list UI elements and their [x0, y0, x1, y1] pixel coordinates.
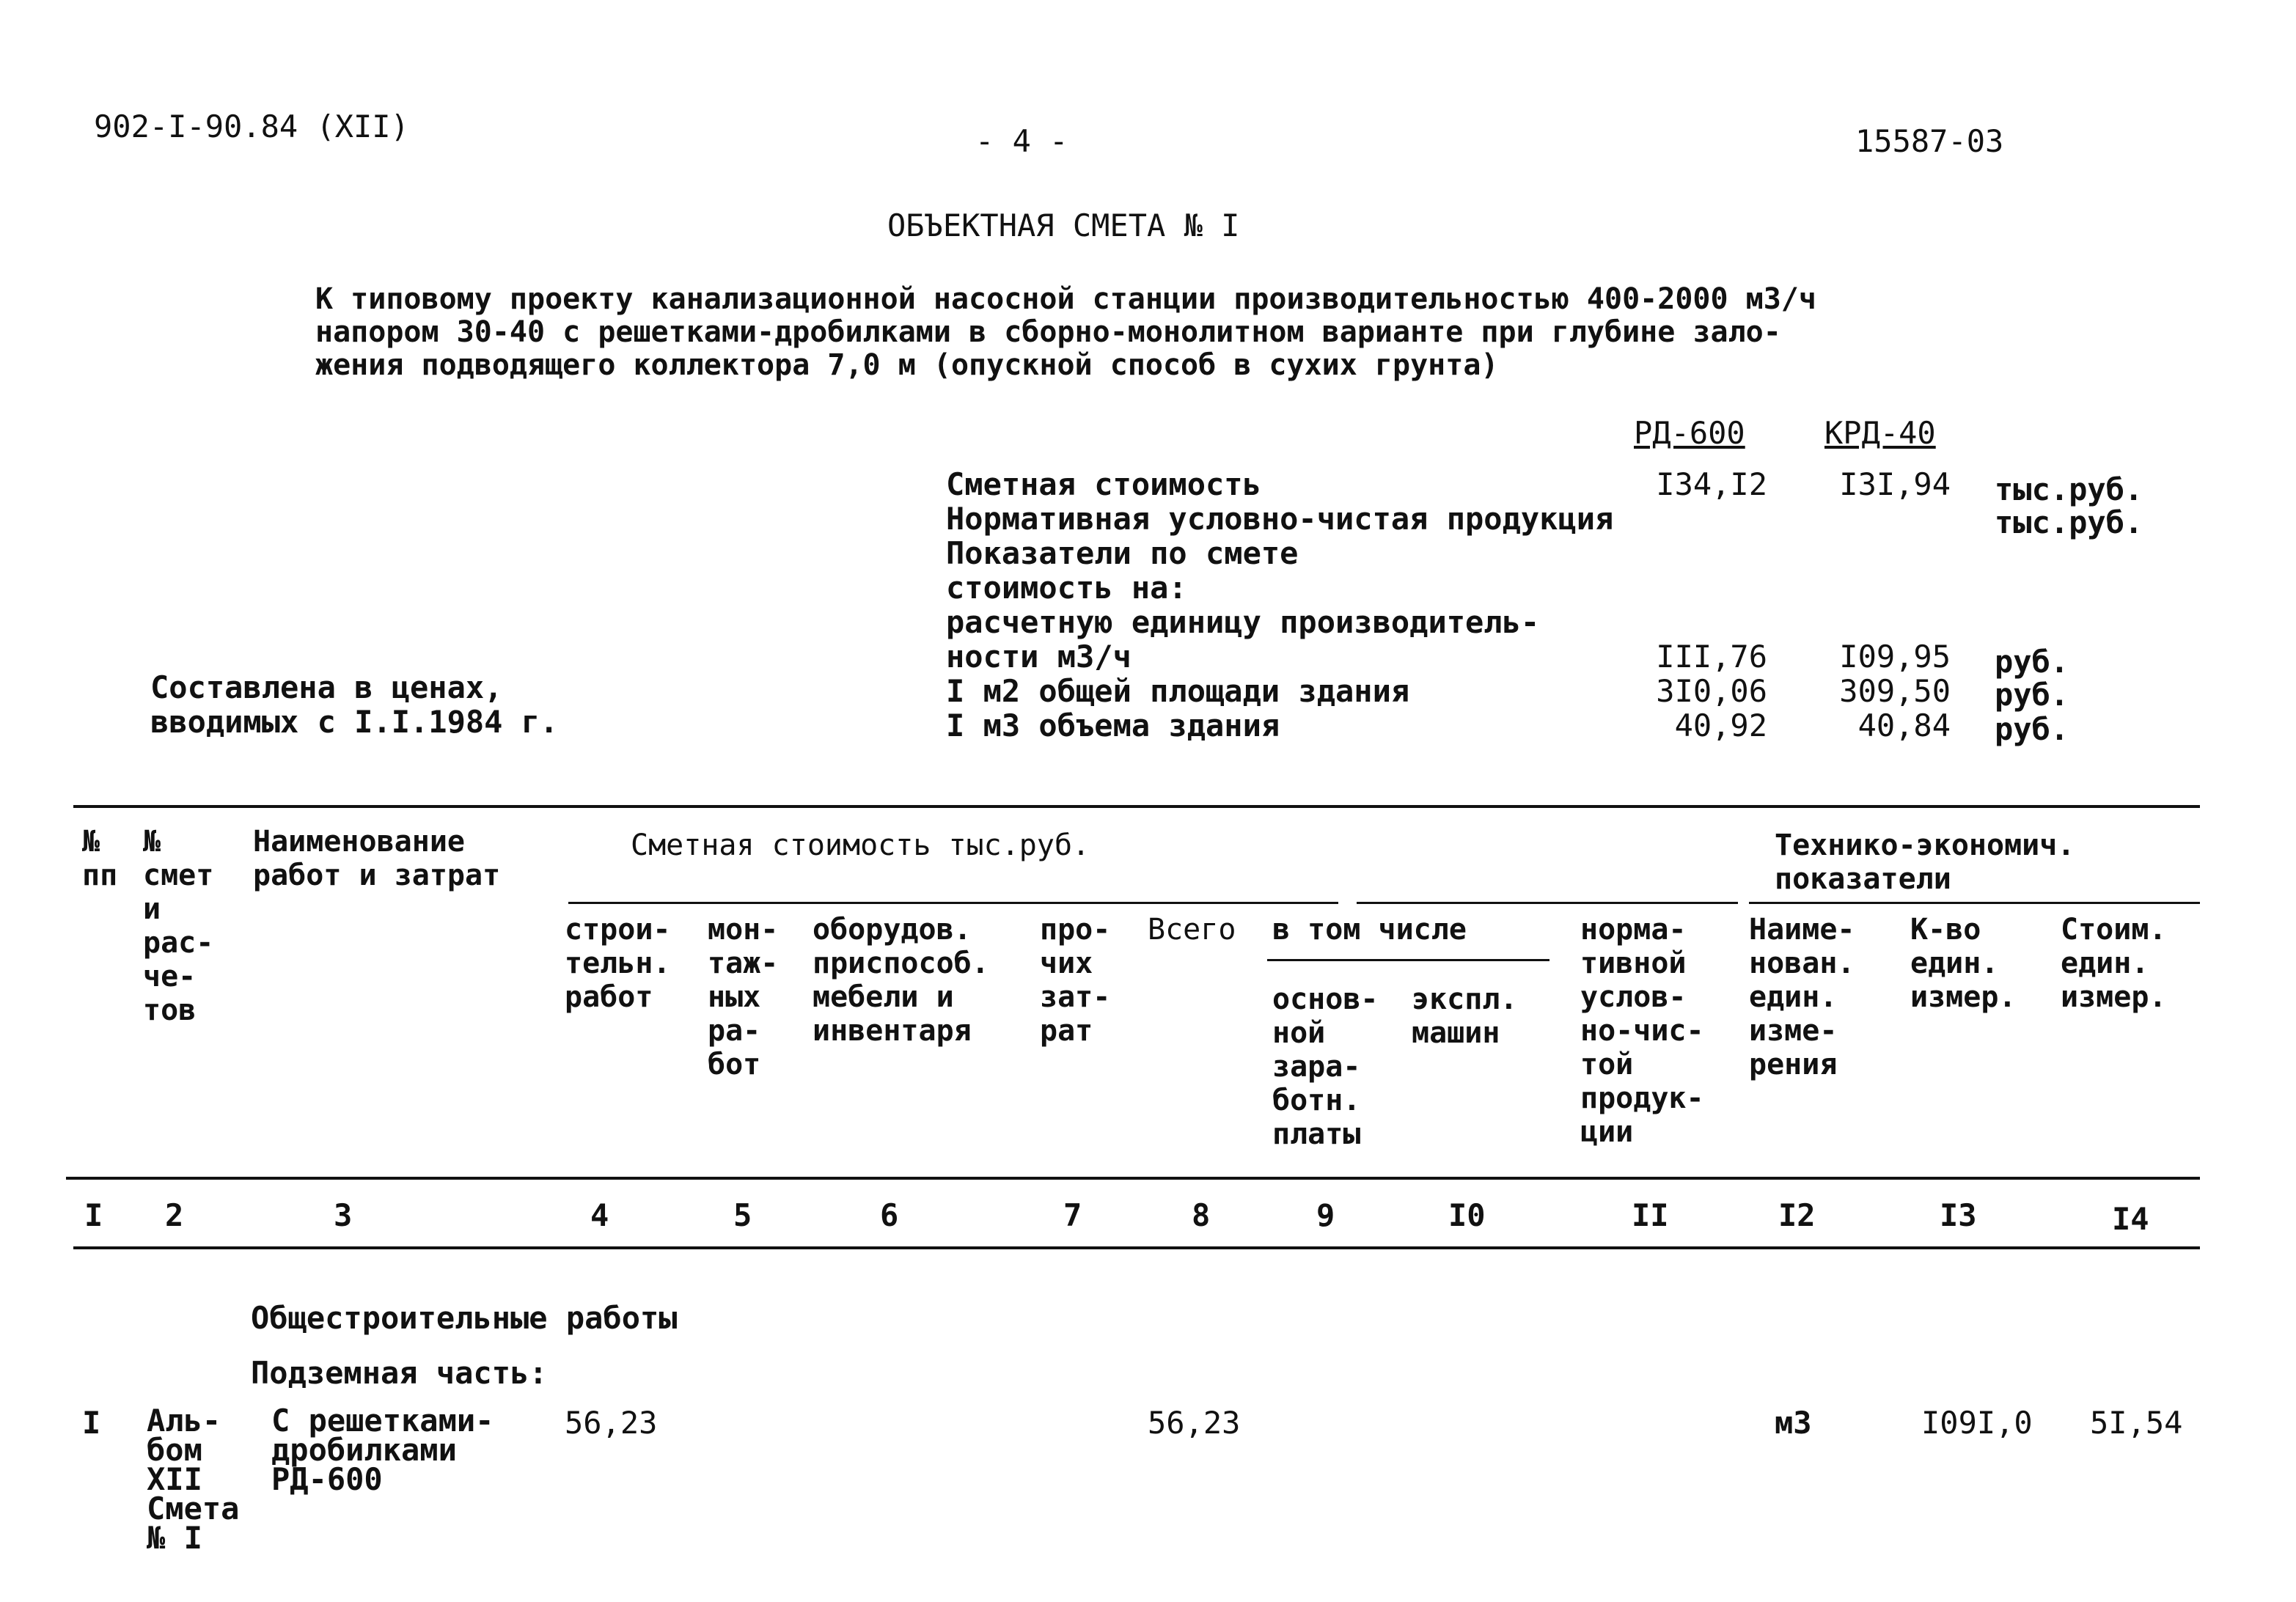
summary-label: стоимость на:: [946, 570, 1187, 606]
column-number: I: [84, 1197, 103, 1233]
summary-unit: руб.: [1995, 711, 2069, 747]
summary-unit: тыс.руб.: [1995, 471, 2143, 507]
column-number: I4: [2112, 1201, 2149, 1237]
header-group-incl: в том числе: [1272, 913, 1467, 947]
row-unit: м3: [1775, 1405, 1812, 1441]
summary-value-rd600: 40,92: [1674, 708, 1767, 743]
column-number: 8: [1192, 1197, 1211, 1233]
column-number: II: [1632, 1197, 1669, 1233]
column-number: 7: [1063, 1197, 1082, 1233]
summary-value-krd40: 40,84: [1857, 708, 1951, 743]
header-col-12: Наиме- нован. един. изме- рения: [1749, 913, 1855, 1081]
summary-value-rd600: I34,I2: [1656, 466, 1767, 502]
header-group-tech: Технико-экономич. показатели: [1775, 828, 2075, 896]
column-number: 2: [165, 1197, 184, 1233]
summary-column-rd600: РД-600: [1634, 415, 1745, 451]
description-line-1: К типовому проекту канализационной насосной станции производительностью 400-2000 м3/ч: [315, 282, 1816, 316]
summary-label: Показатели по смете: [946, 535, 1299, 571]
page-number: - 4 -: [975, 123, 1068, 159]
summary-unit: тыс.руб.: [1995, 504, 2143, 540]
row-number: I: [82, 1405, 101, 1441]
column-number: I3: [1940, 1197, 1977, 1233]
header-col-5: мон- таж- ных ра- бот: [708, 913, 779, 1081]
summary-label: Сметная стоимость: [946, 466, 1261, 502]
header-col-9: основ- ной зара- ботн. платы: [1272, 982, 1379, 1151]
column-number: I0: [1448, 1197, 1486, 1233]
header-group-cost: Сметная стоимость тыс.руб.: [631, 828, 1090, 862]
column-number: 5: [733, 1197, 752, 1233]
row-work-name: С решетками- дробилками РД-600: [271, 1403, 494, 1497]
header-col-7: про- чих зат- рат: [1040, 913, 1111, 1048]
header-col-10: экспл. машин: [1412, 982, 1518, 1050]
document-title: ОБЪЕКТНАЯ СМЕТА № I: [887, 207, 1240, 243]
header-col-1: № пп: [82, 825, 118, 892]
row-unit-cost: 5I,54: [2090, 1405, 2183, 1441]
header-col-13: К-во един. измер.: [1910, 913, 2017, 1014]
row-quantity: I09I,0: [1921, 1405, 2033, 1441]
section-general-works: Общестроительные работы: [251, 1300, 678, 1336]
summary-label: Нормативная условно-чистая продукция: [946, 501, 1614, 537]
header-bottom-rule: [66, 1177, 2200, 1180]
summary-label: ности м3/ч: [946, 639, 1132, 675]
row-construction-cost: 56,23: [565, 1405, 658, 1441]
summary-label: I м3 объема здания: [946, 708, 1280, 743]
summary-label: I м2 общей площади здания: [946, 673, 1410, 709]
numbers-bottom-rule: [73, 1246, 2200, 1249]
header-col-6: оборудов. приспособ. мебели и инвентаря: [813, 913, 989, 1048]
summary-value-rd600: III,76: [1656, 639, 1767, 675]
column-number: 4: [590, 1197, 609, 1233]
section-underground: Подземная часть:: [251, 1355, 548, 1391]
header-incl-rule: [1267, 959, 1549, 961]
column-number: 9: [1316, 1197, 1335, 1233]
compiled-note-line-2: вводимых с I.I.1984 г.: [150, 704, 559, 740]
row-total-cost: 56,23: [1148, 1405, 1241, 1441]
header-col-3: Наименование работ и затрат: [253, 825, 501, 892]
summary-value-krd40: I09,95: [1839, 639, 1951, 675]
compiled-note-line-1: Составлена в ценах,: [150, 669, 503, 705]
column-number: 3: [334, 1197, 353, 1233]
summary-value-krd40: I3I,94: [1839, 466, 1951, 502]
table-top-rule: [73, 805, 2200, 808]
summary-column-krd40: КРД-40: [1824, 415, 1936, 451]
header-col-4: строи- тельн. работ: [565, 913, 671, 1014]
document-code: 902-I-90.84 (XII): [94, 109, 409, 144]
column-number: I2: [1778, 1197, 1816, 1233]
summary-unit: руб.: [1995, 677, 2069, 713]
header-col-14: Стоим. един. измер.: [2061, 913, 2167, 1014]
summary-unit: руб.: [1995, 644, 2069, 680]
header-col-8: Всего: [1148, 913, 1236, 947]
document-number: 15587-03: [1855, 123, 2004, 159]
header-col-2: № смет и рас- че- тов: [143, 825, 214, 1027]
summary-value-rd600: 3I0,06: [1656, 673, 1767, 709]
description-line-2: напором 30-40 с решетками-дробилками в сборно-монолитном варианте при глубине зало-: [315, 315, 1781, 349]
column-number: 6: [880, 1197, 899, 1233]
header-cost-rule-2: [1357, 902, 1738, 904]
header-cost-rule: [568, 902, 1338, 904]
description-line-3: жения подводящего коллектора 7,0 м (опускной способ в сухих грунта): [315, 348, 1499, 382]
row-estimate-ref: Аль- бом XII Смета № I: [147, 1403, 240, 1556]
summary-label: расчетную единицу производитель-: [946, 604, 1540, 640]
summary-value-krd40: 309,50: [1839, 673, 1951, 709]
header-col-11: норма- тивной услов- но-чис- той продук- ции: [1580, 913, 1704, 1149]
header-tech-rule: [1749, 902, 2200, 904]
